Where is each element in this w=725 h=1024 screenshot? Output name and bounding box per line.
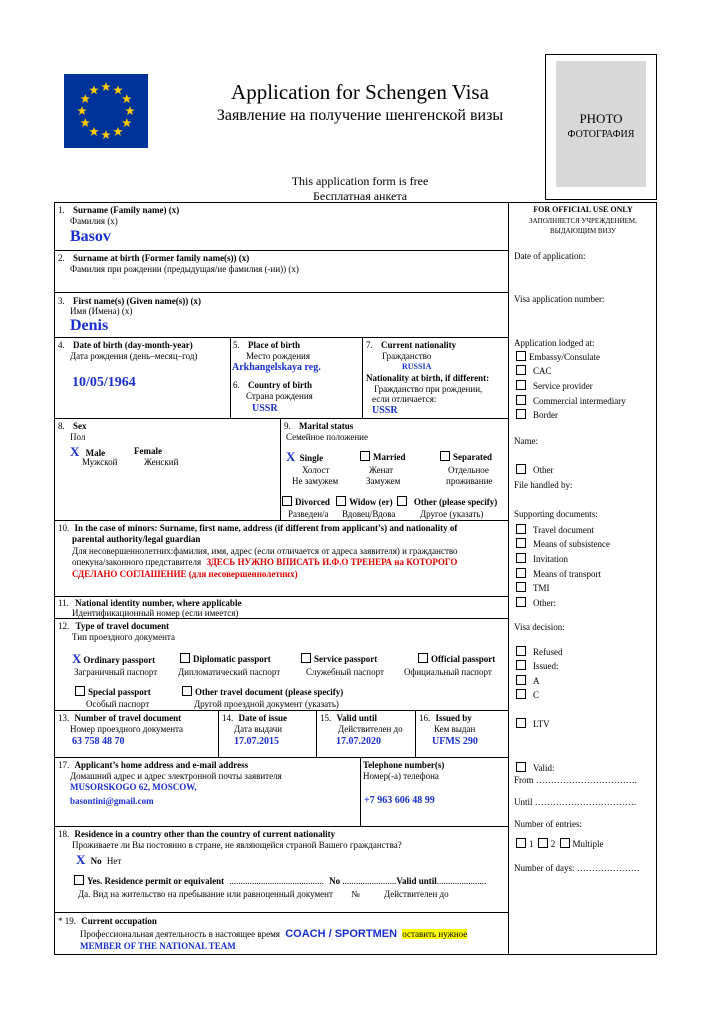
minors-label-ru1: Для несовершеннолетних:фамилия, имя, адрес (если отличается от адреса заявителя) и гражданство	[72, 546, 458, 556]
other-travel-doc-label: Other travel document (please specify)	[195, 687, 344, 697]
married-label-ru1: Женат	[369, 465, 394, 475]
official-use-title-ru: ЗАПОЛНЯЕТСЯ УЧРЕЖДЕНИЕМ, ВЫДАЮЩИМ ВИЗУ	[529, 217, 637, 235]
valid-until-field[interactable]: Until …………………………….	[514, 797, 637, 807]
field-19-number: * 19.	[58, 916, 76, 926]
eu-star-icon	[125, 106, 135, 115]
photo-label-ru: ФОТОГРАФИЯ	[567, 129, 635, 140]
other-marital-option[interactable]	[397, 497, 497, 507]
field-3-number: 3.	[58, 296, 65, 306]
eu-star-icon	[122, 118, 132, 127]
nationality-at-birth-label: Nationality at birth, if different:	[366, 373, 490, 383]
official-passport-label: Official passport	[431, 654, 496, 664]
residence-number-label-ru: №	[351, 889, 360, 899]
telephone-label-ru: Номер(-а) телефона	[363, 771, 439, 781]
occupation-note: оставить нужное	[402, 929, 468, 939]
support-tmi-option[interactable]	[516, 582, 550, 593]
other-marital-label-ru: Другое (указать)	[420, 509, 484, 519]
residence-no-mark: X	[76, 852, 86, 867]
issued-by-label: Issued by	[435, 713, 472, 723]
decision-refused-option[interactable]	[516, 646, 563, 657]
first-name-label-ru: Имя (Имена) (x)	[70, 306, 133, 316]
separated-label-ru2: проживание	[446, 476, 493, 486]
field-17-number: 17.	[58, 760, 70, 770]
female-label[interactable]: Female	[134, 446, 162, 456]
lodged-other-option[interactable]	[516, 464, 554, 475]
doc-number-label: Number of travel document	[74, 713, 182, 723]
residence-yes-label: Yes. Residence permit or equivalent	[87, 876, 225, 886]
eu-star-icon	[89, 85, 99, 94]
minors-label-line1: In the case of minors: Surname, first name, address (if different from applicant’s) and nationality of	[74, 523, 458, 533]
lodged-other-label: Other	[533, 465, 554, 475]
special-passport-label: Special passport	[88, 687, 151, 697]
entries-2-checkbox[interactable]	[538, 838, 548, 848]
nationality-at-birth-label-ru1: Гражданство при рождении,	[374, 384, 483, 394]
telephone-value[interactable]: +7 963 606 48 99	[364, 795, 435, 806]
date-of-application-label: Date of application:	[514, 251, 586, 261]
nationality-value[interactable]: RUSSIA	[402, 362, 432, 371]
service-passport-label: Service passport	[314, 654, 378, 664]
border-checkbox[interactable]	[516, 409, 526, 419]
support-tmi-label: TMI	[533, 583, 550, 593]
field-6-number: 6.	[233, 380, 240, 390]
issued-by-label-ru: Кем выдан	[434, 724, 476, 734]
telephone-label: Telephone number(s)	[363, 760, 445, 770]
issued-checkbox[interactable]	[516, 660, 526, 670]
place-of-birth-label: Place of birth	[248, 340, 300, 350]
married-label: Married	[373, 452, 406, 462]
entries-2-label: 2	[550, 839, 556, 849]
official-use-title: FOR OFFICIAL USE ONLY	[533, 205, 633, 214]
travel-doc-type-label-ru: Тип проездного документа	[72, 632, 175, 642]
field-9-number: 9.	[284, 421, 291, 431]
male-label-ru: Мужской	[82, 457, 118, 467]
home-address-value[interactable]: MUSORSKOGO 62, MOSCOW,	[70, 782, 197, 792]
married-option[interactable]	[360, 451, 405, 462]
support-other-option[interactable]	[516, 597, 556, 608]
marital-status-label-ru: Семейное положение	[286, 432, 368, 442]
support-subsistence-checkbox[interactable]	[516, 538, 526, 548]
separated-label-ru1: Отдельное	[448, 465, 489, 475]
male-selected-mark: X	[70, 444, 80, 459]
field-10-number: 10.	[58, 523, 70, 533]
cac-label: CAC	[533, 366, 552, 376]
place-of-birth-label-ru: Место рождения	[246, 351, 311, 361]
valid-label: Valid:	[533, 763, 555, 773]
ordinary-passport-option[interactable]	[72, 651, 155, 667]
support-travel-doc-option[interactable]	[516, 524, 594, 535]
embassy-checkbox[interactable]	[516, 351, 526, 361]
residence-number-dots[interactable]: ........................	[342, 876, 397, 886]
diplomatic-passport-option[interactable]	[180, 653, 271, 664]
divorced-label-ru: Разведен/а	[288, 509, 329, 519]
support-travel-doc-label: Travel document	[533, 525, 594, 535]
field-14-number: 14.	[222, 713, 234, 723]
residence-no-option[interactable]	[76, 852, 121, 868]
first-name-label: First name(s) (Given name(s)) (x)	[73, 296, 201, 306]
home-address-label: Applicant’s home address and e-mail address	[74, 760, 249, 770]
c-label: C	[533, 690, 540, 700]
photo-box	[545, 54, 657, 200]
home-address-label-ru: Домашний адрес и адрес электронной почты заявителя	[70, 771, 282, 781]
residence-valid-dots[interactable]: ......................	[436, 876, 487, 886]
eu-star-icon	[77, 106, 87, 115]
file-handled-by-label: File handled by:	[514, 480, 573, 490]
minors-label-line2: parental authority/legal guardian	[72, 534, 201, 544]
service-checkbox[interactable]	[301, 653, 311, 663]
special-checkbox[interactable]	[75, 686, 85, 696]
single-label: Single	[299, 453, 324, 463]
issue-date-label: Date of issue	[238, 713, 287, 723]
dob-value[interactable]: 10/05/1964	[72, 375, 136, 390]
minors-note-red1: ЗДЕСЬ НУЖНО ВПИСАТЬ И.Ф.О ТРЕНЕРА на КОТОРОГО	[206, 557, 458, 567]
valid-from-field[interactable]: From …………………………….	[514, 775, 638, 785]
married-label-ru2: Замужем	[366, 476, 401, 486]
service-passport-label-ru: Служебный паспорт	[306, 667, 384, 677]
lodged-service-provider-option[interactable]	[516, 380, 593, 391]
sex-label: Sex	[73, 421, 87, 431]
diplomatic-passport-label: Diplomatic passport	[193, 654, 271, 664]
residence-yes-checkbox[interactable]	[74, 875, 84, 885]
surname-label-ru: Фамилия (x)	[70, 216, 118, 226]
refused-label: Refused	[533, 647, 563, 657]
single-selected-mark: X	[286, 449, 296, 464]
commercial-checkbox[interactable]	[516, 395, 526, 405]
field-12-number: 12.	[58, 621, 70, 631]
decision-a-option[interactable]	[516, 675, 540, 686]
other-travel-doc-label-ru: Другой проездной документ (указать)	[194, 699, 339, 709]
support-transport-option[interactable]	[516, 568, 601, 579]
nationality-label: Current nationality	[381, 340, 457, 350]
refused-checkbox[interactable]	[516, 646, 526, 656]
widow-label-ru: Вдовец/Вдова	[342, 509, 396, 519]
service-provider-checkbox[interactable]	[516, 380, 526, 390]
number-of-entries-label: Number of entries:	[514, 819, 582, 829]
dob-label: Date of birth (day-month-year)	[73, 340, 193, 350]
eu-star-icon	[80, 118, 90, 127]
ordinary-passport-label: Ordinary passport	[83, 655, 156, 665]
widow-label: Widow (er)	[349, 497, 393, 507]
residence-valid-until-label: Valid until	[396, 876, 437, 886]
field-13-number: 13.	[58, 713, 70, 723]
support-travel-doc-checkbox[interactable]	[516, 524, 526, 534]
divorced-checkbox[interactable]	[282, 496, 292, 506]
eu-star-icon	[113, 127, 123, 136]
residence-label-ru: Проживаете ли Вы постоянно в стране, не являющейся страной Вашего гражданства?	[72, 840, 402, 850]
residence-permit-dots[interactable]: ..........................................	[229, 876, 324, 886]
valid-option[interactable]	[516, 762, 555, 773]
special-passport-option[interactable]	[75, 686, 151, 697]
eu-star-icon	[89, 127, 99, 136]
residence-yes-label-ru: Да. Вид на жительство на пребывание или равноценный документ	[78, 889, 333, 899]
valid-until-label: Valid until	[336, 713, 377, 723]
valid-checkbox[interactable]	[516, 762, 526, 772]
country-of-birth-label: Country of birth	[248, 380, 313, 390]
other-marital-label: Other (please specify)	[413, 497, 498, 507]
nationality-at-birth-value[interactable]: USSR	[372, 405, 398, 416]
separated-label: Separated	[453, 452, 492, 462]
residence-valid-label-ru: Действителен до	[384, 889, 449, 899]
special-passport-label-ru: Особый паспорт	[86, 699, 150, 709]
entries-multiple-checkbox[interactable]	[560, 838, 570, 848]
issued-label: Issued:	[533, 661, 559, 671]
residence-label: Residence in a country other than the country of current nationality	[74, 829, 336, 839]
free-notice-ru: Бесплатная анкета	[312, 189, 408, 203]
eu-star-icon	[80, 94, 90, 103]
ordinary-selected-mark: X	[72, 651, 82, 666]
entries-2-option[interactable]	[538, 839, 556, 849]
national-id-label: National identity number, where applicable	[75, 598, 242, 608]
field-7-number: 7.	[366, 340, 373, 350]
a-label: A	[533, 676, 540, 686]
field-8-number: 8.	[58, 421, 65, 431]
supporting-documents-label: Supporting documents:	[514, 509, 598, 519]
entries-1-label: 1	[529, 839, 534, 849]
nationality-label-ru: Гражданство	[382, 351, 432, 361]
decision-issued-option[interactable]	[516, 660, 559, 671]
eu-flag	[64, 74, 148, 148]
ltv-label: LTV	[533, 719, 550, 729]
single-label-ru1: Холост	[302, 465, 330, 475]
name-label: Name:	[514, 436, 538, 446]
surname-at-birth-label-ru: Фамилия при рождении (предыдущая/ие фамилия (-ии)) (x)	[70, 264, 299, 274]
entries-1-checkbox[interactable]	[516, 838, 526, 848]
official-passport-label-ru: Официальный паспорт	[404, 667, 492, 677]
ordinary-passport-label-ru: Заграничный паспорт	[74, 667, 158, 677]
visa-decision-label: Visa decision:	[514, 622, 565, 632]
country-of-birth-label-ru: Страна рождения	[246, 391, 313, 401]
diplomatic-checkbox[interactable]	[180, 653, 190, 663]
married-checkbox[interactable]	[360, 451, 370, 461]
eu-star-icon	[101, 130, 111, 139]
doc-number-label-ru: Номер проездного документа	[70, 724, 184, 734]
travel-doc-type-label: Type of travel document	[75, 621, 170, 631]
marital-status-label: Marital status	[299, 421, 354, 431]
support-other-checkbox[interactable]	[516, 597, 526, 607]
field-11-number: 11.	[58, 598, 69, 608]
single-option[interactable]	[286, 449, 323, 465]
official-checkbox[interactable]	[418, 653, 428, 663]
commercial-label: Commercial intermediary	[533, 396, 626, 406]
service-passport-option[interactable]	[301, 653, 377, 664]
residence-no-label-ru: Нет	[106, 856, 122, 866]
ltv-checkbox[interactable]	[516, 718, 526, 728]
visa-application-number-label: Visa application number:	[514, 294, 605, 304]
number-of-days-field[interactable]: Number of days: …………………	[514, 863, 640, 873]
field-16-number: 16.	[419, 713, 431, 723]
support-subsistence-option[interactable]	[516, 538, 610, 549]
lodged-at-label: Application lodged at:	[514, 338, 595, 348]
support-transport-checkbox[interactable]	[516, 568, 526, 578]
field-15-number: 15.	[320, 713, 332, 723]
other-marital-checkbox[interactable]	[397, 496, 407, 506]
official-passport-option[interactable]	[418, 653, 495, 664]
field-4-number: 4.	[58, 340, 65, 350]
support-other-label: Other:	[533, 598, 556, 608]
occupation-label-ru: Профессиональная деятельность в настоящее время	[80, 929, 280, 939]
field-2-number: 2.	[58, 253, 65, 263]
issue-date-value[interactable]: 17.07.2015	[234, 736, 279, 747]
doc-number-value[interactable]: 63 758 48 70	[72, 736, 125, 747]
eu-stars-icon	[64, 74, 148, 148]
support-transport-label: Means of transport	[533, 569, 601, 579]
valid-until-value[interactable]: 17.07.2020	[336, 736, 381, 747]
decision-ltv-option[interactable]	[516, 718, 550, 729]
lodged-border-option[interactable]	[516, 409, 558, 420]
separated-option[interactable]	[440, 451, 492, 462]
entries-1-option[interactable]	[516, 839, 534, 849]
a-checkbox[interactable]	[516, 675, 526, 685]
single-label-ru2: Не замужем	[292, 476, 339, 486]
divorced-label: Divorced	[295, 497, 330, 507]
place-of-birth-value[interactable]: Arkhangelskaya reg.	[232, 362, 321, 373]
minors-note-red2: СДЕЛАНО СОГЛАШЕНИЕ (для несовершеннолетних)	[72, 569, 298, 579]
free-notice-en: This application form is free	[291, 174, 429, 188]
eu-star-icon	[113, 85, 123, 94]
support-invitation-label: Invitation	[533, 554, 568, 564]
occupation-value[interactable]: COACH / SPORTMEN	[285, 928, 398, 940]
male-label: Male	[85, 448, 106, 458]
eu-star-icon	[122, 94, 132, 103]
photo-label-en: PHOTO	[579, 111, 623, 126]
diplomatic-passport-label-ru: Дипломатический паспорт	[178, 667, 281, 677]
female-label-ru: Женский	[144, 457, 179, 467]
lodged-other-checkbox[interactable]	[516, 464, 526, 474]
national-id-label-ru: Идентификационный номер (если имеется)	[72, 608, 239, 618]
eu-star-icon	[101, 82, 111, 91]
field-5-number: 5.	[233, 340, 240, 350]
residence-number-label: No	[329, 876, 341, 886]
support-invitation-checkbox[interactable]	[516, 553, 526, 563]
occupation-label: Current occupation	[81, 916, 157, 926]
surname-at-birth-label: Surname at birth (Former family name(s)) (x)	[73, 253, 250, 263]
support-tmi-checkbox[interactable]	[516, 582, 526, 592]
lodged-commercial-option[interactable]	[516, 395, 626, 406]
cac-checkbox[interactable]	[516, 365, 526, 375]
separated-checkbox[interactable]	[440, 451, 450, 461]
sex-label-ru: Пол	[70, 432, 86, 442]
lodged-embassy-option[interactable]	[516, 351, 600, 362]
minors-label-ru2: опекуна/законного представителя	[72, 557, 202, 567]
form-title-en: Application for Schengen Visa	[231, 80, 489, 104]
support-invitation-option[interactable]	[516, 553, 568, 564]
widow-option[interactable]	[336, 497, 393, 507]
embassy-label: Embassy/Consulate	[529, 352, 600, 362]
nationality-at-birth-label-ru2: если отличается:	[372, 394, 437, 404]
issue-date-label-ru: Дата выдачи	[234, 724, 283, 734]
valid-until-label-ru: Действителен до	[338, 724, 403, 734]
email-value[interactable]: basontini@gmail.com	[70, 796, 154, 806]
other-travel-doc-option[interactable]	[182, 686, 343, 697]
field-1-number: 1.	[58, 205, 65, 215]
c-checkbox[interactable]	[516, 689, 526, 699]
first-name-value[interactable]: Denis	[70, 317, 109, 334]
lodged-cac-option[interactable]	[516, 365, 552, 376]
widow-checkbox[interactable]	[336, 496, 346, 506]
residence-no-label: No	[90, 856, 102, 866]
country-of-birth-value[interactable]: USSR	[252, 403, 278, 414]
entries-multiple-label: Multiple	[572, 839, 604, 849]
support-subsistence-label: Means of subsistence	[533, 539, 610, 549]
service-provider-label: Service provider	[533, 381, 593, 391]
other-travel-doc-checkbox[interactable]	[182, 686, 192, 696]
occupation-value-2[interactable]: MEMBER OF THE NATIONAL TEAM	[80, 941, 236, 951]
photo-area[interactable]	[556, 61, 646, 187]
border-label: Border	[533, 410, 558, 420]
residence-yes-option[interactable]	[74, 876, 224, 886]
surname-label: Surname (Family name) (x)	[73, 205, 180, 215]
divorced-option[interactable]	[282, 497, 330, 507]
entries-multiple-option[interactable]	[560, 839, 604, 849]
surname-value[interactable]: Basov	[70, 228, 111, 245]
dob-label-ru: Дата рождения (день–месяц–год)	[70, 351, 198, 361]
decision-c-option[interactable]	[516, 689, 539, 700]
field-18-number: 18.	[58, 829, 70, 839]
form-title-ru: Заявление на получение шенгенской визы	[216, 107, 504, 124]
issued-by-value[interactable]: UFMS 290	[432, 736, 478, 747]
